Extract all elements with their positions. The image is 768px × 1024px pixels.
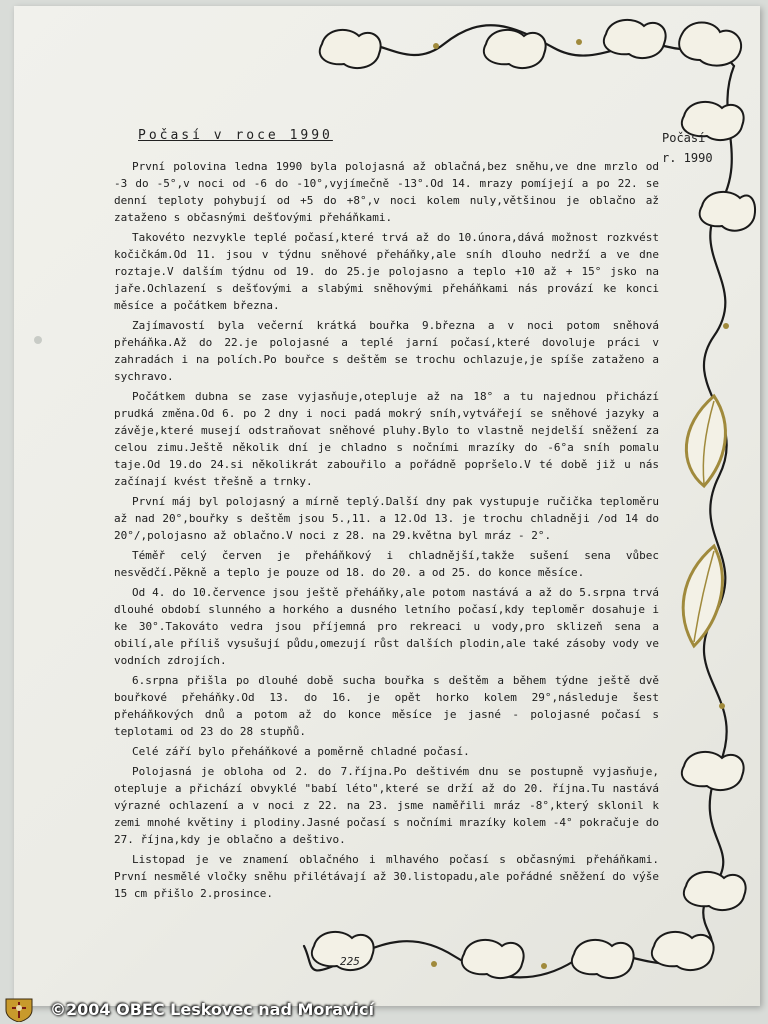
document-page [14, 6, 760, 1006]
paragraph: Počátkem dubna se zase vyjasňuje,otepluje až na 18° a tu najednou přichází prudká změna.Od 6. po 2 dny i noci padá mokrý sníh,vytvářejí se sněhové jazyky a závěje,které musejí odstraňovat sněhové pluhy.Bylo to vlastně nejdelší sněžení za celou zimu.Ještě několik dní je chladno s nočními mrazíky do -6°a sníh pomalu taje.Od 19.do 24.si několikrát zabouřilo a pořádně popršelo.V té době již u nás začínají kvést třešně a trnky. [114, 390, 659, 488]
document-title: Počasí v roce 1990 [138, 128, 333, 143]
margin-note [662, 128, 713, 168]
paragraph: Celé září bylo přeháňkové a poměrně chladné počasí. [132, 745, 470, 758]
leaf-icon [679, 23, 741, 66]
leaf-icon [484, 30, 546, 68]
paragraph: První máj byl polojasný a mírně teplý.Další dny pak vystupuje ručička teploměru až nad 20°,bouřky s deštěm jsou 5.,11. a 12.Od 13. je trochu chladněji /od 14 do 20°/,polojasno až oblačno.V noci z 28. na 29.května byl mráz - 2°. [114, 495, 659, 542]
leaf-icon [462, 940, 524, 978]
paragraph: Od 4. do 10.července jsou ještě přeháňky,ale potom nastává a až do 5.srpna trvá dlouhé období slunného a horkého a dusného letního počasí,kdy teploměr dosahuje i ke 30°.Takováto vedra jsou příjemná pro rekreaci u vody,pro sklizeň sena a obilí,ale příliš vysušují půdu,omezují růst dalších plodin,ale také zásoby vody ve vodních zdrojích. [114, 586, 659, 667]
page-number: 225 [340, 955, 360, 968]
leaf-icon [604, 20, 666, 58]
watermark-footer [0, 996, 768, 1024]
margin-note-line: r. 1990 [662, 151, 713, 165]
leaf-icon [572, 940, 634, 978]
document-body [114, 158, 659, 905]
paragraph: První polovina ledna 1990 byla polojasná až oblačná,bez sněhu,ve dne mrzlo od -3 do -5°,v noci od -6 do -10°,vyjímečně -13°.Od 14. mrazy pomíjejí a po 22. se denní teploty pohybují od +5 do +8°,v noci kolem nuly,většinou je oblačno až zataženo s občasnými dešťovými přeháňkami. [114, 160, 659, 224]
paragraph: Takovéto nezvykle teplé počasí,které trvá až do 10.února,dává možnost rozkvést kočičkám.Od 11. jsou v týdnu sněhové přeháňky,ale sníh dlouho nedrží a ve dne roztaje.V dalším týdnu od 19. do 25.je polojasno a teplo +10 až + 15° jsko na jaře.Ochlazení s dešťovými a slabými sněhovými přeháňkami nás provází ke konci měsíce a počátkem března. [114, 231, 659, 312]
leaf-icon [684, 872, 746, 910]
margin-note-line: Počasí [662, 131, 706, 145]
paragraph: Téměř celý červen je přeháňkový i chladnější,takže sušení sena vůbec nesvědčí.Pěkně a teplo je pouze od 18. do 20. a od 25. do konce měsíce. [114, 549, 659, 579]
paragraph: 6.srpna přišla po dlouhé době sucha bouřka s deštěm a během týdne ještě dvě bouřkové přeháňky.Od 13. do 16. je opět horko kolem 29°,následuje šest přeháňkových dnů a potom až do konce měsíce je jasné - polojasné počasí s teplotami od 23 do 28 stupňů. [114, 674, 659, 738]
leaf-icon [320, 30, 381, 68]
copyright-text: ©2004 OBEC Leskovec nad Moravicí [50, 1000, 374, 1019]
coat-of-arms-icon [2, 998, 36, 1022]
paragraph: Zajímavostí byla večerní krátká bouřka 9.března a v noci potom sněhová přeháňka.Až do 22.je polojasné a teplé jarní počasí,které dovoluje práci v zahradách i na polích.Po bouřce s deštěm se trochu ochlazuje,je spíše zataženo a sychravo. [114, 319, 659, 383]
leaf-icon [652, 932, 714, 970]
leaf-icon [700, 192, 755, 231]
leaf-icon [682, 752, 744, 790]
paragraph: Polojasná je obloha od 2. do 7.října.Po deštivém dnu se postupně vyjasňuje, otepluje a přichází obvyklé "babí léto",které se drží až do 20. října.Tu nastává výrazné ochlazení a v noci z 22. na 23. jsme naměřili mráz -8°,který sklonil k zemi mnohé květiny i plodiny.Jasné počasí s nočními mrazíky kolem -4° pokračuje do 27. října,kdy je oblačno a deštivo. [114, 765, 659, 846]
paragraph: Listopad je ve znamení oblačného i mlhavého počasí s občasnými přeháňkami. První nesmělé vločky sněhu přilétávají až 30.listopadu,ale pořádné sněžení do výše 15 cm přišlo 2.prosince. [114, 853, 659, 900]
